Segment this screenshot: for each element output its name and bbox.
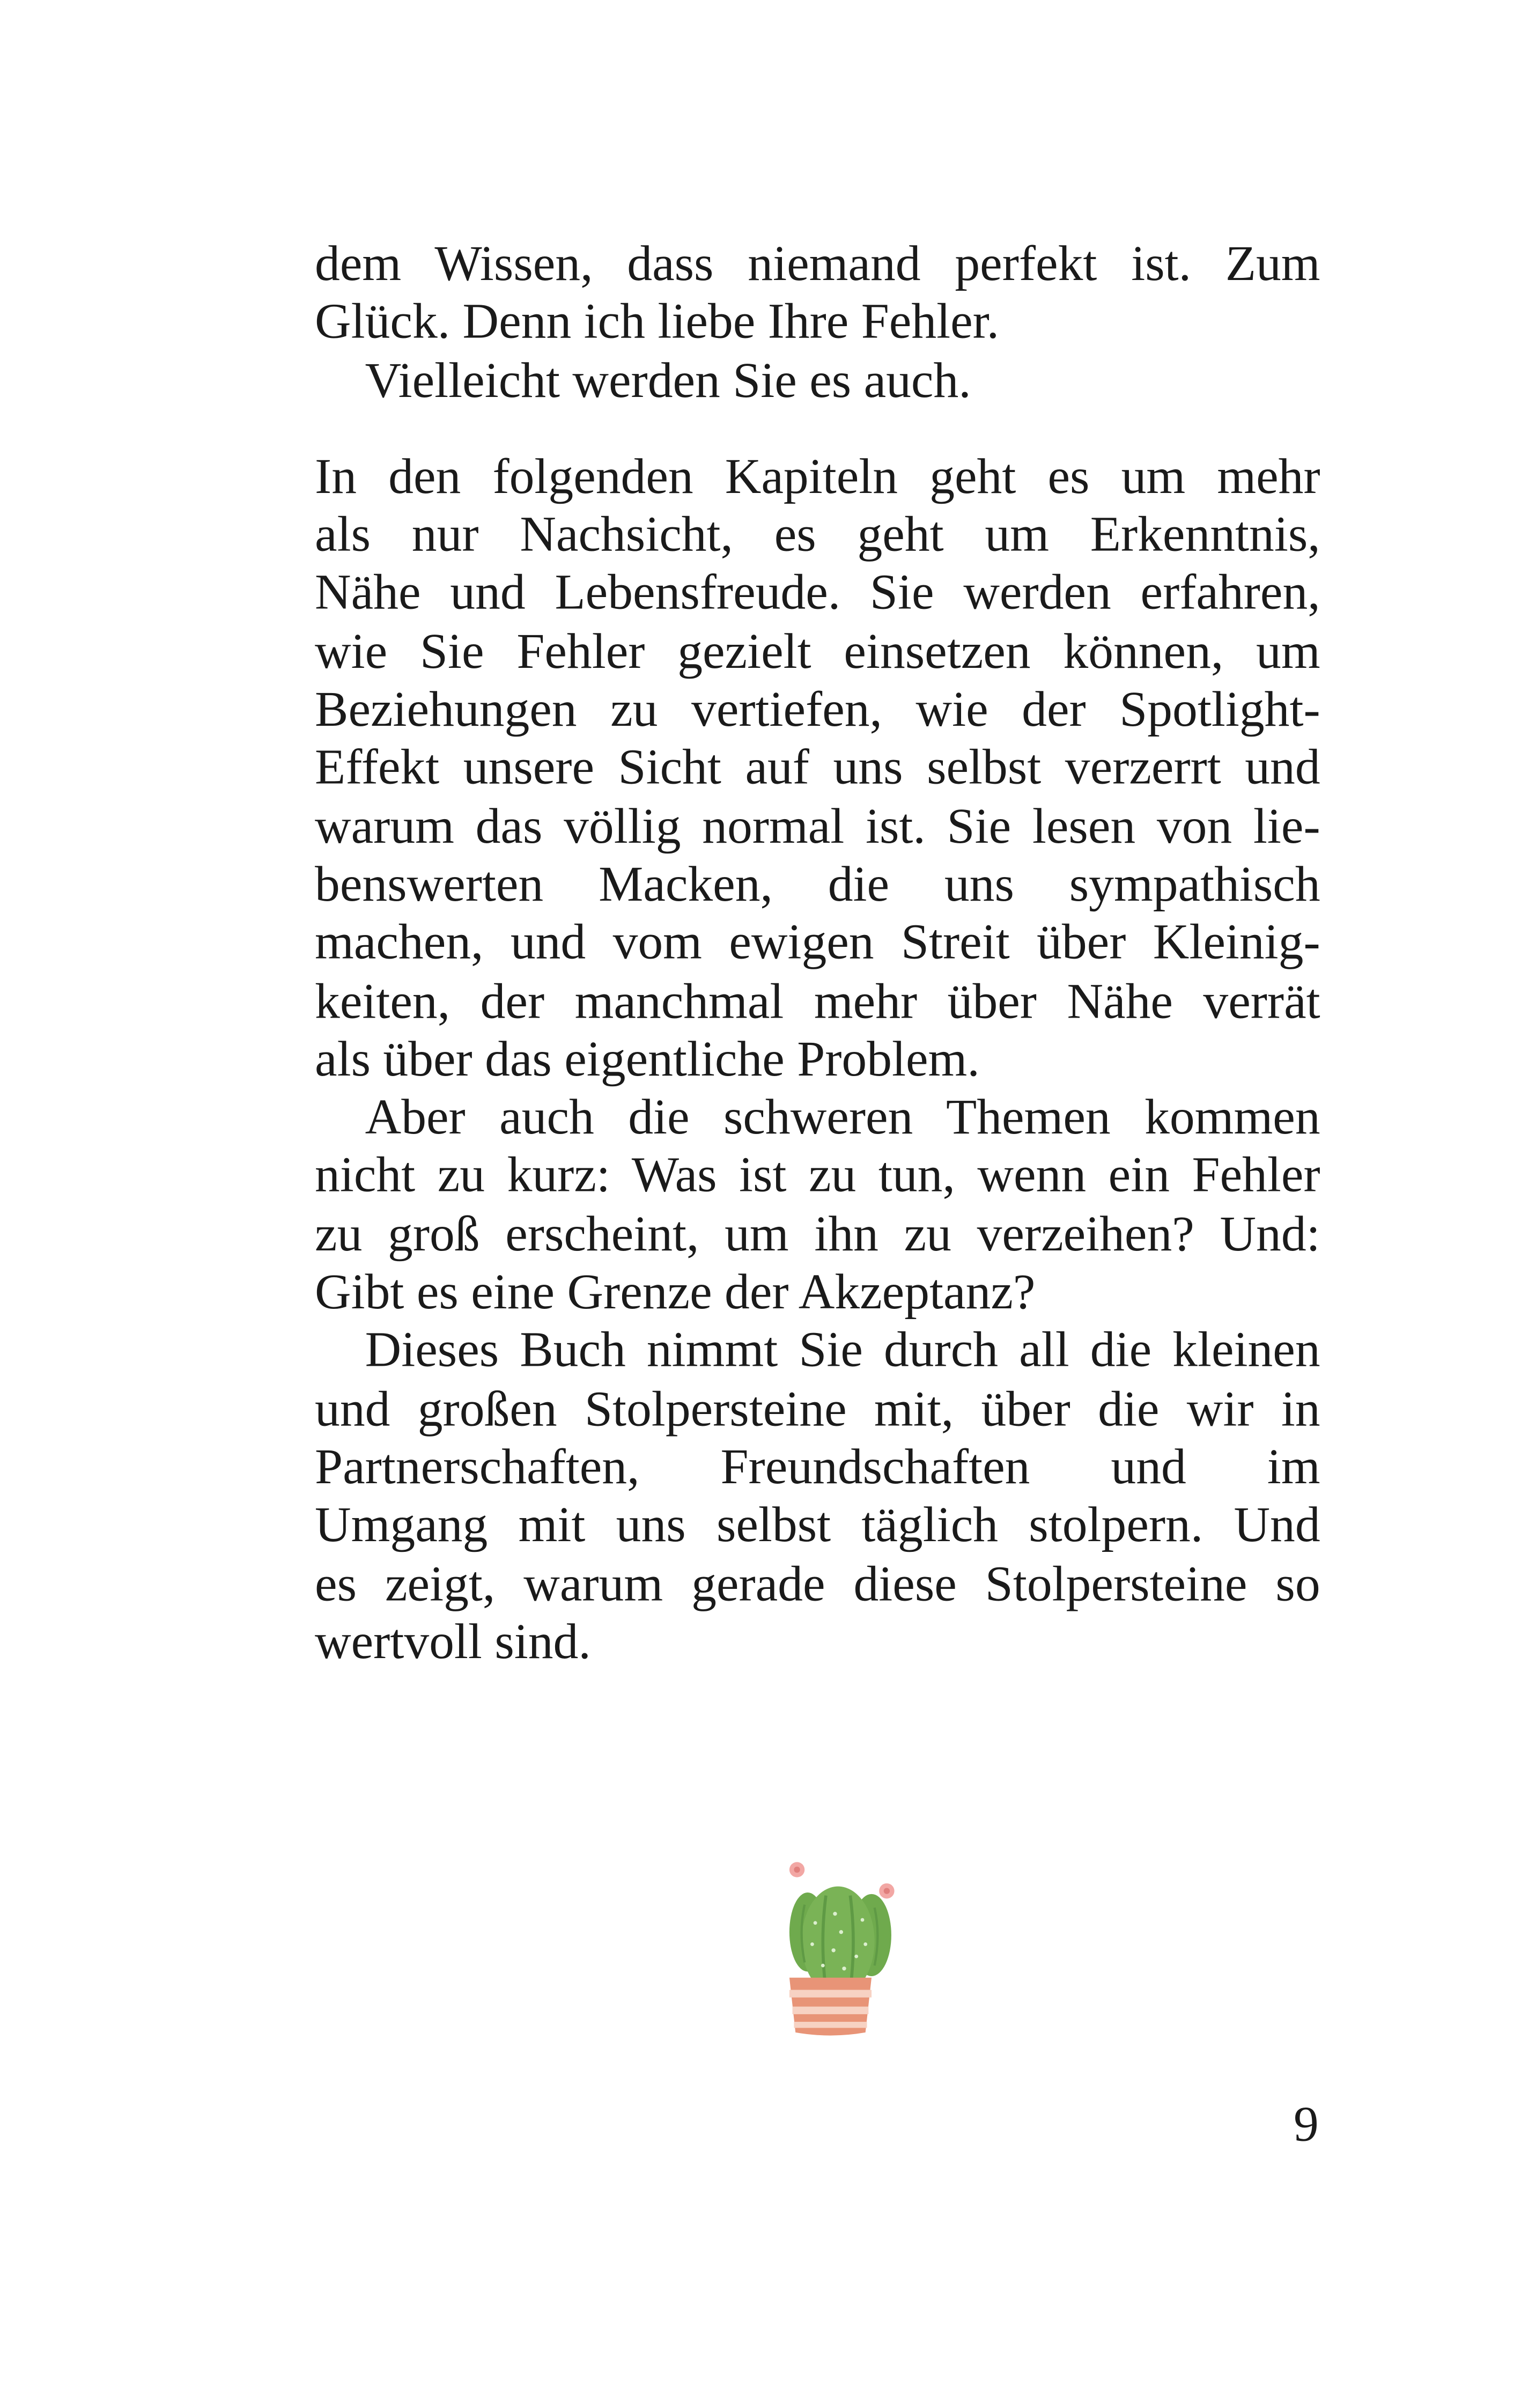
- text-line: warum das völlig normal ist. Sie lesen von lie-: [315, 799, 1320, 855]
- paragraph: [315, 1322, 1320, 1672]
- text-line: Vielleicht werden Sie es auch.: [365, 354, 971, 409]
- text-line: Dieses Buch nimmt Sie durch all die kleinen: [365, 1324, 1320, 1379]
- text-line: In den folgenden Kapiteln geht es um mehr: [315, 450, 1320, 505]
- paragraph: [315, 352, 1320, 411]
- flower-icon: [879, 1883, 894, 1898]
- text-line: Nähe und Lebensfreude. Sie werden erfahren,: [315, 566, 1320, 622]
- text-line: und großen Stolpersteine mit, über die wir in: [315, 1382, 1320, 1438]
- paragraph: [315, 448, 1320, 1089]
- body-text: [315, 236, 1320, 1673]
- text-line: es zeigt, warum gerade diese Stolpersteine so: [315, 1557, 1320, 1612]
- text-line: Umgang mit uns selbst täglich stolpern. Und: [315, 1499, 1320, 1554]
- paragraph: [315, 1089, 1320, 1322]
- text-line: keiten, der manchmal mehr über Nähe verrät: [315, 974, 1320, 1029]
- flower-icon: [789, 1862, 804, 1877]
- text-line: Gibt es eine Grenze der Akzeptanz?: [315, 1265, 1036, 1321]
- text-line: Beziehungen zu vertiefen, wie der Spotlight-: [315, 683, 1320, 738]
- text-line: als über das eigentliche Problem.: [315, 1033, 980, 1088]
- text-line: wie Sie Fehler gezielt einsetzen können, um: [315, 624, 1320, 680]
- text-line: dem Wissen, dass niemand perfekt ist. Zum: [315, 237, 1320, 292]
- text-line: benswerten Macken, die uns sympathisch: [315, 858, 1320, 913]
- section-break: [315, 410, 1320, 448]
- text-line: zu groß erscheint, um ihn zu verzeihen? Und:: [315, 1207, 1320, 1263]
- paragraph: [315, 236, 1320, 352]
- flower-pot: [789, 1978, 872, 2036]
- text-line: Effekt unsere Sicht auf uns selbst verzerrt und: [315, 741, 1320, 797]
- text-line: nicht zu kurz: Was ist zu tun, wenn ein Fehler: [315, 1149, 1320, 1204]
- potted-cactus-icon: [768, 1853, 905, 2042]
- text-line: machen, und vom ewigen Streit über Kleinig-: [315, 916, 1320, 971]
- text-line: Glück. Denn ich liebe Ihre Fehler.: [315, 296, 1000, 351]
- text-line: Partnerschaften, Freundschaften und im: [315, 1440, 1320, 1496]
- text-line: als nur Nachsicht, es geht um Erkenntnis,: [315, 508, 1320, 563]
- page-number: 9: [1294, 2097, 1319, 2153]
- text-line: Aber auch die schweren Themen kommen: [365, 1091, 1320, 1146]
- text-line: wertvoll sind.: [315, 1615, 591, 1670]
